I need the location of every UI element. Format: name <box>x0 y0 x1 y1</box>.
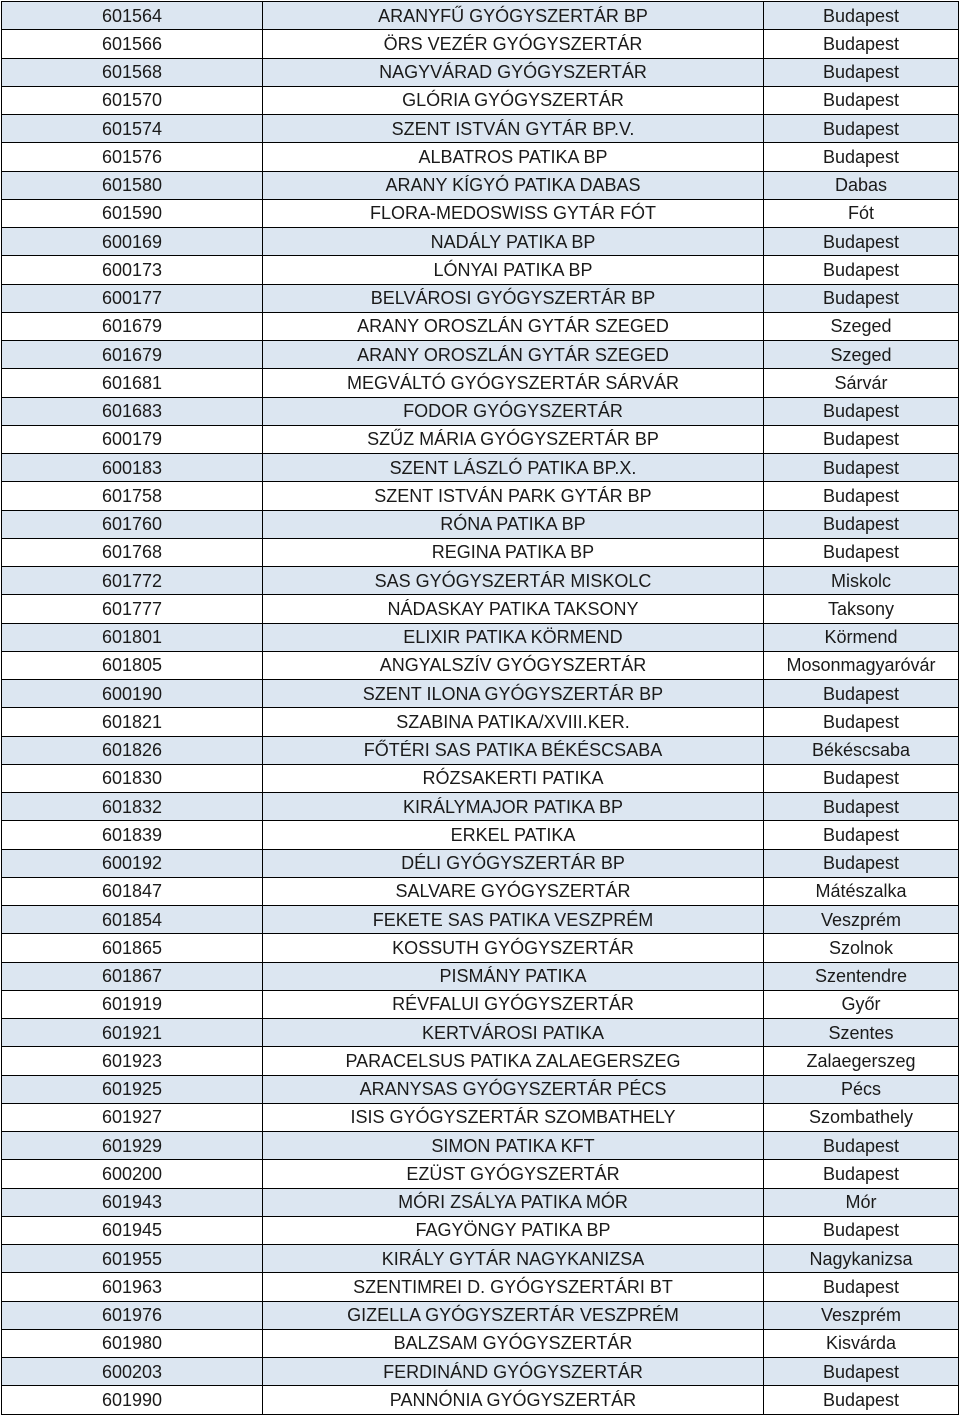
table-row <box>2 1132 959 1160</box>
pharmacy-city-cell: Mór <box>764 1188 959 1216</box>
pharmacy-code-cell: 601566 <box>2 30 263 58</box>
pharmacy-city-cell: Szentes <box>764 1019 959 1047</box>
table-row <box>2 397 959 425</box>
pharmacy-name-cell: ISIS GYÓGYSZERTÁR SZOMBATHELY <box>263 1103 764 1131</box>
pharmacy-code-cell: 600192 <box>2 849 263 877</box>
pharmacy-name-cell: SZABINA PATIKA/XVIII.KER. <box>263 708 764 736</box>
pharmacy-city-cell: Budapest <box>764 115 959 143</box>
pharmacy-name-cell: SZŰZ MÁRIA GYÓGYSZERTÁR BP <box>263 425 764 453</box>
pharmacy-code-cell: 601832 <box>2 793 263 821</box>
pharmacy-code-cell: 601801 <box>2 623 263 651</box>
pharmacy-name-cell: ARANYFŰ GYÓGYSZERTÁR BP <box>263 2 764 30</box>
pharmacy-code-cell: 601854 <box>2 906 263 934</box>
pharmacy-city-cell: Szombathely <box>764 1103 959 1131</box>
pharmacy-code-cell: 601927 <box>2 1103 263 1131</box>
pharmacy-code-cell: 601839 <box>2 821 263 849</box>
pharmacy-city-cell: Budapest <box>764 58 959 86</box>
pharmacy-name-cell: ANGYALSZÍV GYÓGYSZERTÁR <box>263 651 764 679</box>
table-row <box>2 821 959 849</box>
table-row <box>2 1301 959 1329</box>
pharmacy-name-cell: FAGYÖNGY PATIKA BP <box>263 1216 764 1244</box>
table-row <box>2 482 959 510</box>
pharmacy-city-cell: Budapest <box>764 228 959 256</box>
pharmacy-city-cell: Budapest <box>764 1216 959 1244</box>
table-row <box>2 623 959 651</box>
pharmacy-city-cell: Körmend <box>764 623 959 651</box>
pharmacy-city-cell: Budapest <box>764 1160 959 1188</box>
table-row <box>2 595 959 623</box>
pharmacy-code-cell: 601758 <box>2 482 263 510</box>
pharmacy-city-cell: Budapest <box>764 482 959 510</box>
table-row <box>2 849 959 877</box>
pharmacy-code-cell: 601847 <box>2 877 263 905</box>
pharmacy-name-cell: SZENTIMREI D. GYÓGYSZERTÁRI BT <box>263 1273 764 1301</box>
pharmacy-city-cell: Budapest <box>764 143 959 171</box>
pharmacy-name-cell: ARANYSAS GYÓGYSZERTÁR PÉCS <box>263 1075 764 1103</box>
pharmacy-name-cell: RÓZSAKERTI PATIKA <box>263 764 764 792</box>
pharmacy-code-cell: 601919 <box>2 990 263 1018</box>
pharmacy-code-cell: 601772 <box>2 567 263 595</box>
pharmacy-city-cell: Budapest <box>764 708 959 736</box>
pharmacy-city-cell: Mosonmagyaróvár <box>764 651 959 679</box>
pharmacy-name-cell: LÓNYAI PATIKA BP <box>263 256 764 284</box>
pharmacy-code-cell: 601976 <box>2 1301 263 1329</box>
pharmacy-name-cell: ÖRS VEZÉR GYÓGYSZERTÁR <box>263 30 764 58</box>
pharmacy-code-cell: 601963 <box>2 1273 263 1301</box>
table-row <box>2 1386 959 1414</box>
pharmacy-city-cell: Budapest <box>764 680 959 708</box>
table-row <box>2 538 959 566</box>
pharmacy-city-cell: Kisvárda <box>764 1329 959 1357</box>
pharmacy-name-cell: SIMON PATIKA KFT <box>263 1132 764 1160</box>
pharmacy-code-cell: 601679 <box>2 312 263 340</box>
pharmacy-code-cell: 600190 <box>2 680 263 708</box>
pharmacy-code-cell: 601570 <box>2 86 263 114</box>
pharmacy-name-cell: KIRÁLYMAJOR PATIKA BP <box>263 793 764 821</box>
pharmacy-name-cell: GLÓRIA GYÓGYSZERTÁR <box>263 86 764 114</box>
pharmacy-code-cell: 601760 <box>2 510 263 538</box>
pharmacy-code-cell: 600179 <box>2 425 263 453</box>
pharmacy-name-cell: ELIXIR PATIKA KÖRMEND <box>263 623 764 651</box>
pharmacy-name-cell: BELVÁROSI GYÓGYSZERTÁR BP <box>263 284 764 312</box>
table-row <box>2 906 959 934</box>
table-row <box>2 764 959 792</box>
pharmacy-code-cell: 601929 <box>2 1132 263 1160</box>
pharmacy-name-cell: MÓRI ZSÁLYA PATIKA MÓR <box>263 1188 764 1216</box>
pharmacy-name-cell: GIZELLA GYÓGYSZERTÁR VESZPRÉM <box>263 1301 764 1329</box>
pharmacy-code-cell: 601590 <box>2 199 263 227</box>
pharmacy-code-cell: 601867 <box>2 962 263 990</box>
pharmacy-city-cell: Budapest <box>764 2 959 30</box>
pharmacy-name-cell: KOSSUTH GYÓGYSZERTÁR <box>263 934 764 962</box>
pharmacy-name-cell: FODOR GYÓGYSZERTÁR <box>263 397 764 425</box>
table-row <box>2 341 959 369</box>
pharmacy-name-cell: EZÜST GYÓGYSZERTÁR <box>263 1160 764 1188</box>
pharmacy-code-cell: 601923 <box>2 1047 263 1075</box>
pharmacy-code-cell: 600177 <box>2 284 263 312</box>
pharmacy-city-cell: Budapest <box>764 510 959 538</box>
pharmacy-code-cell: 601574 <box>2 115 263 143</box>
table-row <box>2 454 959 482</box>
pharmacy-code-cell: 601865 <box>2 934 263 962</box>
pharmacy-name-cell: PISMÁNY PATIKA <box>263 962 764 990</box>
pharmacy-name-cell: SAS GYÓGYSZERTÁR MISKOLC <box>263 567 764 595</box>
table-row <box>2 86 959 114</box>
pharmacy-code-cell: 601921 <box>2 1019 263 1047</box>
pharmacy-city-cell: Szentendre <box>764 962 959 990</box>
pharmacy-name-cell: ARANY KÍGYÓ PATIKA DABAS <box>263 171 764 199</box>
pharmacy-city-cell: Budapest <box>764 397 959 425</box>
pharmacy-city-cell: Veszprém <box>764 1301 959 1329</box>
pharmacy-city-cell: Szeged <box>764 312 959 340</box>
pharmacy-code-cell: 601990 <box>2 1386 263 1414</box>
table-row <box>2 1075 959 1103</box>
pharmacy-name-cell: KIRÁLY GYTÁR NAGYKANIZSA <box>263 1245 764 1273</box>
pharmacy-city-cell: Budapest <box>764 425 959 453</box>
pharmacy-city-cell: Győr <box>764 990 959 1018</box>
pharmacy-name-cell: PARACELSUS PATIKA ZALAEGERSZEG <box>263 1047 764 1075</box>
pharmacy-name-cell: ERKEL PATIKA <box>263 821 764 849</box>
pharmacy-city-cell: Budapest <box>764 256 959 284</box>
pharmacy-code-cell: 601568 <box>2 58 263 86</box>
table-row <box>2 199 959 227</box>
table-row <box>2 369 959 397</box>
pharmacy-city-cell: Fót <box>764 199 959 227</box>
pharmacy-code-cell: 601679 <box>2 341 263 369</box>
pharmacy-city-cell: Budapest <box>764 284 959 312</box>
pharmacy-city-cell: Miskolc <box>764 567 959 595</box>
pharmacy-code-cell: 601576 <box>2 143 263 171</box>
pharmacy-city-cell: Budapest <box>764 30 959 58</box>
pharmacy-table <box>1 1 959 1415</box>
pharmacy-code-cell: 601821 <box>2 708 263 736</box>
table-row <box>2 58 959 86</box>
table-row <box>2 171 959 199</box>
pharmacy-name-cell: FŐTÉRI SAS PATIKA BÉKÉSCSABA <box>263 736 764 764</box>
pharmacy-name-cell: BALZSAM GYÓGYSZERTÁR <box>263 1329 764 1357</box>
pharmacy-city-cell: Veszprém <box>764 906 959 934</box>
table-row <box>2 990 959 1018</box>
pharmacy-name-cell: ARANY OROSZLÁN GYTÁR SZEGED <box>263 341 764 369</box>
pharmacy-code-cell: 600173 <box>2 256 263 284</box>
pharmacy-name-cell: RÉVFALUI GYÓGYSZERTÁR <box>263 990 764 1018</box>
pharmacy-code-cell: 601681 <box>2 369 263 397</box>
pharmacy-code-cell: 601945 <box>2 1216 263 1244</box>
pharmacy-name-cell: SZENT LÁSZLÓ PATIKA BP.X. <box>263 454 764 482</box>
pharmacy-name-cell: RÓNA PATIKA BP <box>263 510 764 538</box>
table-row <box>2 1358 959 1386</box>
pharmacy-name-cell: FEKETE SAS PATIKA VESZPRÉM <box>263 906 764 934</box>
pharmacy-city-cell: Budapest <box>764 1132 959 1160</box>
pharmacy-city-cell: Mátészalka <box>764 877 959 905</box>
pharmacy-name-cell: NADÁLY PATIKA BP <box>263 228 764 256</box>
pharmacy-code-cell: 600203 <box>2 1358 263 1386</box>
pharmacy-code-cell: 600183 <box>2 454 263 482</box>
table-row <box>2 680 959 708</box>
pharmacy-code-cell: 601943 <box>2 1188 263 1216</box>
table-row <box>2 1160 959 1188</box>
table-row <box>2 1188 959 1216</box>
table-row <box>2 228 959 256</box>
table-row <box>2 30 959 58</box>
pharmacy-name-cell: SZENT ISTVÁN PARK GYTÁR BP <box>263 482 764 510</box>
table-row <box>2 1329 959 1357</box>
pharmacy-name-cell: MEGVÁLTÓ GYÓGYSZERTÁR SÁRVÁR <box>263 369 764 397</box>
table-row <box>2 962 959 990</box>
pharmacy-city-cell: Szeged <box>764 341 959 369</box>
pharmacy-name-cell: SZENT ISTVÁN GYTÁR BP.V. <box>263 115 764 143</box>
pharmacy-code-cell: 601925 <box>2 1075 263 1103</box>
table-row <box>2 877 959 905</box>
table-row <box>2 2 959 30</box>
table-row <box>2 1103 959 1131</box>
pharmacy-name-cell: DÉLI GYÓGYSZERTÁR BP <box>263 849 764 877</box>
table-row <box>2 793 959 821</box>
pharmacy-code-cell: 601768 <box>2 538 263 566</box>
pharmacy-name-cell: ARANY OROSZLÁN GYTÁR SZEGED <box>263 312 764 340</box>
pharmacy-code-cell: 601830 <box>2 764 263 792</box>
pharmacy-city-cell: Pécs <box>764 1075 959 1103</box>
table-row <box>2 1047 959 1075</box>
pharmacy-name-cell: KERTVÁROSI PATIKA <box>263 1019 764 1047</box>
pharmacy-code-cell: 600200 <box>2 1160 263 1188</box>
pharmacy-city-cell: Zalaegerszeg <box>764 1047 959 1075</box>
pharmacy-city-cell: Budapest <box>764 454 959 482</box>
table-row <box>2 425 959 453</box>
pharmacy-code-cell: 601980 <box>2 1329 263 1357</box>
pharmacy-name-cell: NÁDASKAY PATIKA TAKSONY <box>263 595 764 623</box>
table-row <box>2 256 959 284</box>
table-row <box>2 1019 959 1047</box>
pharmacy-city-cell: Budapest <box>764 1386 959 1414</box>
pharmacy-name-cell: FLORA-MEDOSWISS GYTÁR FÓT <box>263 199 764 227</box>
pharmacy-city-cell: Budapest <box>764 538 959 566</box>
pharmacy-code-cell: 601777 <box>2 595 263 623</box>
pharmacy-code-cell: 601805 <box>2 651 263 679</box>
pharmacy-table-body <box>2 2 959 1415</box>
table-row <box>2 284 959 312</box>
pharmacy-code-cell: 601580 <box>2 171 263 199</box>
pharmacy-city-cell: Budapest <box>764 764 959 792</box>
table-row <box>2 934 959 962</box>
table-row <box>2 567 959 595</box>
pharmacy-name-cell: NAGYVÁRAD GYÓGYSZERTÁR <box>263 58 764 86</box>
table-row <box>2 312 959 340</box>
pharmacy-city-cell: Dabas <box>764 171 959 199</box>
pharmacy-city-cell: Nagykanizsa <box>764 1245 959 1273</box>
pharmacy-city-cell: Budapest <box>764 1358 959 1386</box>
pharmacy-name-cell: SZENT ILONA GYÓGYSZERTÁR BP <box>263 680 764 708</box>
table-row <box>2 708 959 736</box>
pharmacy-code-cell: 601955 <box>2 1245 263 1273</box>
pharmacy-city-cell: Budapest <box>764 793 959 821</box>
table-row <box>2 1216 959 1244</box>
pharmacy-name-cell: FERDINÁND GYÓGYSZERTÁR <box>263 1358 764 1386</box>
pharmacy-city-cell: Taksony <box>764 595 959 623</box>
table-row <box>2 1245 959 1273</box>
pharmacy-name-cell: SALVARE GYÓGYSZERTÁR <box>263 877 764 905</box>
pharmacy-name-cell: ALBATROS PATIKA BP <box>263 143 764 171</box>
pharmacy-code-cell: 601564 <box>2 2 263 30</box>
pharmacy-name-cell: PANNÓNIA GYÓGYSZERTÁR <box>263 1386 764 1414</box>
table-row <box>2 510 959 538</box>
pharmacy-code-cell: 600169 <box>2 228 263 256</box>
pharmacy-city-cell: Szolnok <box>764 934 959 962</box>
pharmacy-code-cell: 601683 <box>2 397 263 425</box>
pharmacy-city-cell: Békéscsaba <box>764 736 959 764</box>
table-row <box>2 736 959 764</box>
pharmacy-code-cell: 601826 <box>2 736 263 764</box>
pharmacy-city-cell: Budapest <box>764 86 959 114</box>
pharmacy-city-cell: Sárvár <box>764 369 959 397</box>
table-row <box>2 1273 959 1301</box>
table-row <box>2 143 959 171</box>
table-row <box>2 115 959 143</box>
pharmacy-name-cell: REGINA PATIKA BP <box>263 538 764 566</box>
pharmacy-city-cell: Budapest <box>764 849 959 877</box>
table-row <box>2 651 959 679</box>
pharmacy-city-cell: Budapest <box>764 821 959 849</box>
pharmacy-city-cell: Budapest <box>764 1273 959 1301</box>
